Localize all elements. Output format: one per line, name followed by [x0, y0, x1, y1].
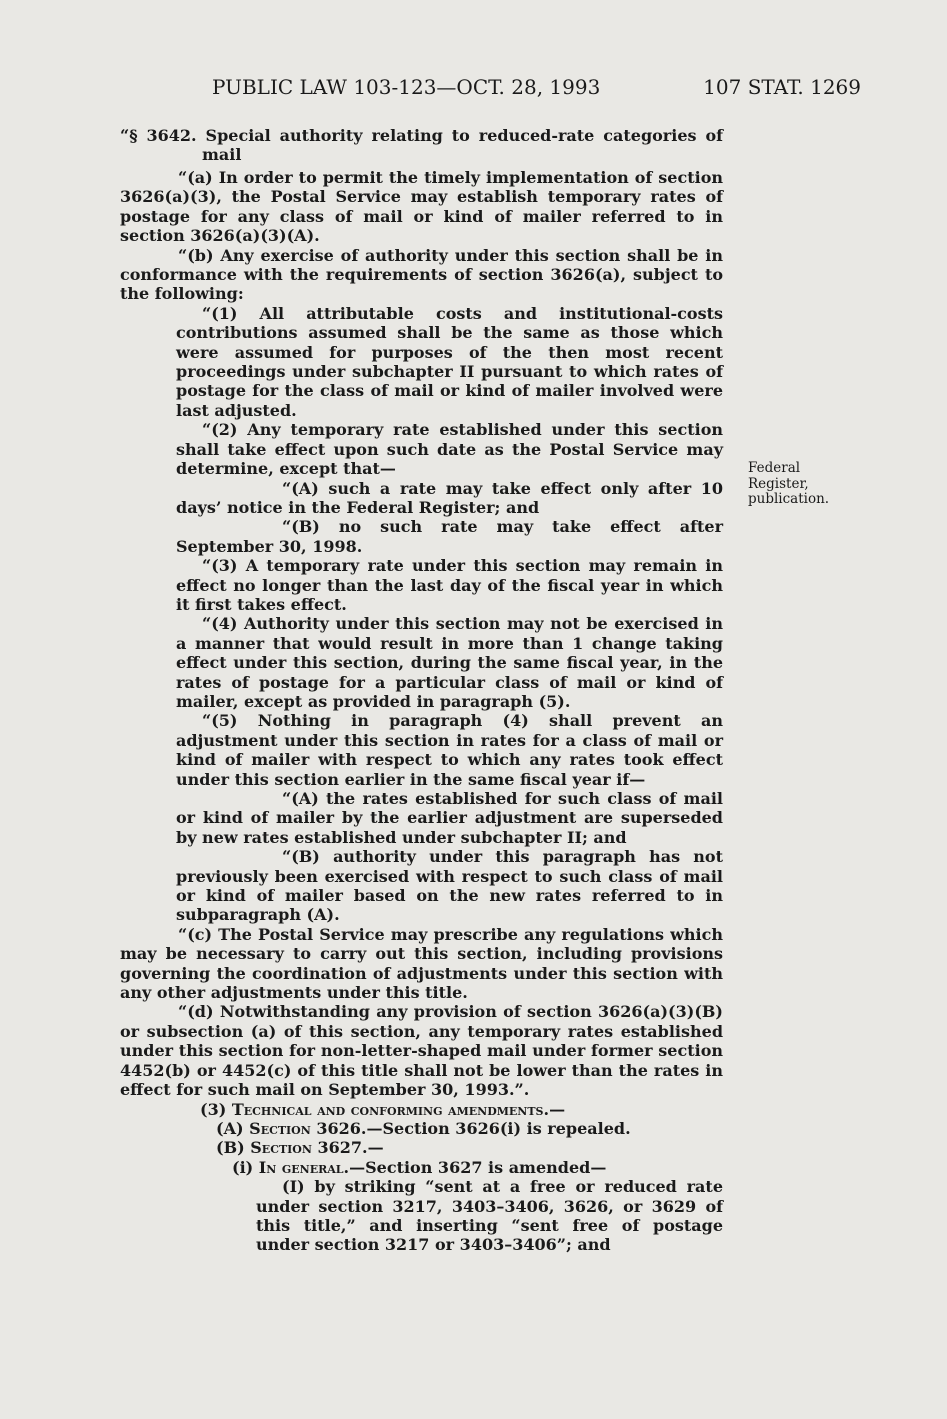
- statute-page-number: 107 STAT. 1269: [703, 75, 861, 99]
- paragraph-d: “(d) Notwithstanding any provision of section 3626(a)(3)(B) or subsection (a) of this section, any temporary rates established under this section for non-letter-shaped mail under former section 4452(b) or 4452(c) of this title shall not be lower than the rates in effect for such mail on September 30, 1993.”.: [120, 1002, 723, 1100]
- paragraph-b5B: “(B) authority under this paragraph has not previously been exercised with respect to such class of mail or kind of mailer based on the new rates referred to in subparagraph (A).: [176, 847, 723, 925]
- paragraph-b5: “(5) Nothing in paragraph (4) shall prevent an adjustment under this section in rates for a class of mail or kind of mailer with respect to which any rates took effect under this section earlier in the same fiscal year if—: [176, 711, 723, 789]
- amendment-B: (B) Section 3627.—: [216, 1138, 384, 1158]
- margin-note-line3: publication.: [748, 491, 830, 507]
- paragraph-b1: “(1) All attributable costs and institutional-costs contributions assumed shall be the same as those which were assumed for purposes of the then most recent proceedings under subchapter II pursuant to which rates of postage for the class of mail or kind of mailer involved were last adjusted.: [176, 303, 723, 420]
- amendment-i: (i) In general.—Section 3627 is amended—: [232, 1157, 607, 1177]
- amendment-I: (I) by striking “sent at a free or reduced rate under section 3217, 3403–3406, 3626, or 3629 of this title,” and inserting “sent free of postage under section 3217 or 3403–3406”; and: [256, 1177, 723, 1255]
- document-body: [120, 126, 723, 1255]
- section-heading: “§ 3642. Special authority relating to reduced-rate categories of mail: [120, 126, 723, 164]
- amendment-3-heading: (3) Technical and conforming amendments.—: [200, 1099, 566, 1119]
- paragraph-b2A: “(A) such a rate may take effect only after 10 days’ notice in the Federal Register; and: [176, 478, 723, 517]
- paragraph-b2B: “(B) no such rate may take effect after September 30, 1998.: [176, 517, 723, 556]
- paragraph-b5A: “(A) the rates established for such class of mail or kind of mailer by the earlier adjustment are superseded by new rates established under subchapter II; and: [176, 789, 723, 847]
- public-law-citation: PUBLIC LAW 103-123—OCT. 28, 1993: [212, 75, 601, 99]
- margin-note-line2: Register,: [748, 475, 809, 492]
- paragraph-b4: “(4) Authority under this section may not be exercised in a manner that would result in more than 1 change taking effect under this section, during the same fiscal year, in the rates of postage for a particular class of mail or kind of mailer, except as provided in paragraph (5).: [176, 614, 723, 711]
- paragraph-b2: “(2) Any temporary rate established under this section shall take effect upon such date as the Postal Service may determine, except that—: [176, 420, 723, 479]
- paragraph-b: “(b) Any exercise of authority under this section shall be in conformance with the requirements of section 3626(a), subject to the following:: [120, 245, 723, 304]
- paragraph-b3: “(3) A temporary rate under this section may remain in effect no longer than the last day of the fiscal year in which it first takes effect.: [176, 556, 723, 614]
- amendment-A: (A) Section 3626.—Section 3626(i) is repealed.: [216, 1118, 631, 1138]
- margin-note: [748, 461, 858, 508]
- paragraph-a: “(a) In order to permit the timely implementation of section 3626(a)(3), the Postal Service may establish temporary rates of postage for any class of mail or kind of mailer referred to in section 3626(a)(3)(A).: [120, 168, 723, 246]
- paragraph-c: “(c) The Postal Service may prescribe any regulations which may be necessary to carry out this section, including provisions governing the coordination of adjustments under this section with any other adjustments under this title.: [120, 924, 723, 1003]
- margin-note-line1: Federal: [748, 460, 801, 476]
